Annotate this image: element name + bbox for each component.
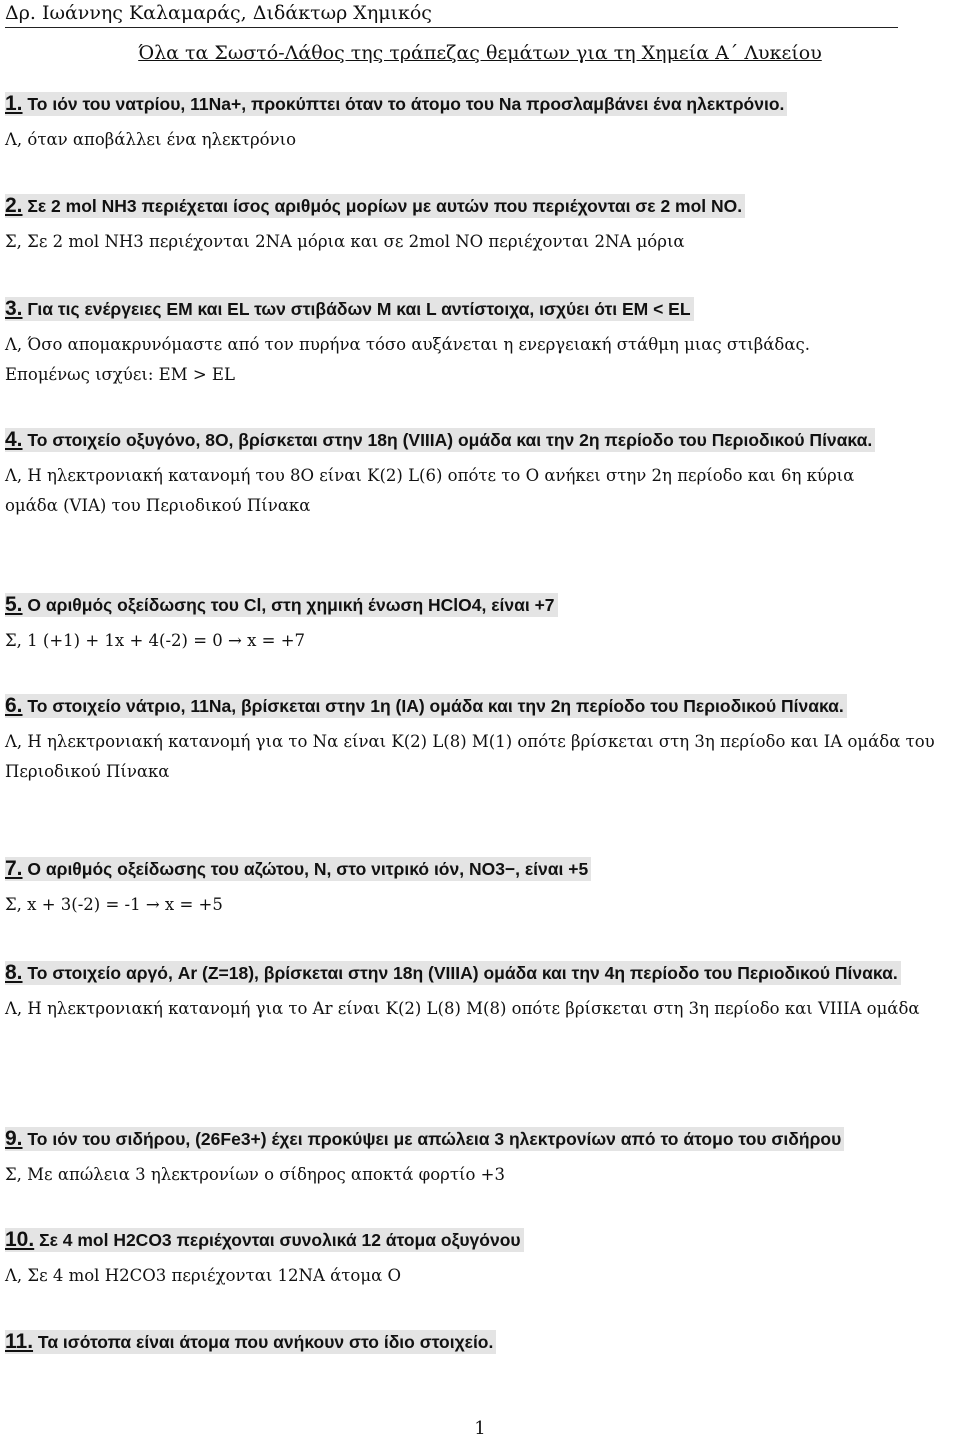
question-body: Σε 2 mol NH3 περιέχεται ίσος αριθμός μορίων με αυτών που περιέχονται σε 2 mol NO. xyxy=(27,196,743,216)
question-body: Για τις ενέργειες EM και EL των στιβάδων M και L αντίστοιχα, ισχύει ότι EM < EL xyxy=(27,299,691,319)
question-number: 10. xyxy=(5,1228,35,1251)
list-item xyxy=(5,1225,905,1291)
list-item xyxy=(5,691,935,787)
document-title: Όλα τα Σωστό-Λάθος της τράπεζας θεμάτων για τη Χημεία Α΄ Λυκείου xyxy=(138,42,822,64)
question-body: Το στοιχείο οξυγόνο, 8O, βρίσκεται στην 18η (VIIIA) ομάδα και την 2η περίοδο του Περιοδικού Πίνακα. xyxy=(27,430,873,450)
question-body: Το ιόν του σιδήρου, (26Fe3+) έχει προκύψει με απώλεια 3 ηλεκτρονίων από το άτομο του σιδήρου xyxy=(27,1129,842,1149)
question-number: 4. xyxy=(5,428,23,451)
question-text xyxy=(5,89,905,119)
question-text xyxy=(5,425,940,455)
answer-text: Λ, Σε 4 mol H2CO3 περιέχονται 12NA άτομα O xyxy=(5,1266,401,1285)
question-number: 1. xyxy=(5,92,23,115)
question-text xyxy=(5,691,900,721)
answer-text: Σ, Με απώλεια 3 ηλεκτρονίων ο σίδηρος αποκτά φορτίο +3 xyxy=(5,1165,505,1184)
answer-text: Λ, Η ηλεκτρονιακή κατανομή του 8O είναι K(2) L(6) οπότε το O ανήκει στην 2η περίοδο και 6η κύρια ομάδα (VIA) του Περιοδικού Πίνακα xyxy=(5,466,855,515)
question-text xyxy=(5,294,925,324)
answer-text: Σ, 1 (+1) + 1x + 4(-2) = 0 → x = +7 xyxy=(5,631,306,650)
question-number: 3. xyxy=(5,297,23,320)
question-text xyxy=(5,958,957,988)
page-header: Δρ. Ιωάννης Καλαμαράς, Διδάκτωρ Χημικός xyxy=(5,0,898,28)
answer-text: Σ, Σε 2 mol NH3 περιέχονται 2NA μόρια και σε 2mol NO περιέχονται 2NA μόρια xyxy=(5,232,685,251)
question-body: Τα ισότοπα είναι άτομα που ανήκουν στο ίδιο στοιχείο. xyxy=(37,1332,494,1352)
question-text xyxy=(5,854,905,884)
answer-text: Λ, Όσο απομακρυνόμαστε από τον πυρήνα τόσο αυξάνεται η ενεργειακή στάθμη μιας στιβάδας. Επομένως ισχύει: EM > EL xyxy=(5,335,810,384)
list-item xyxy=(5,294,925,390)
question-number: 8. xyxy=(5,961,23,984)
question-text xyxy=(5,1124,945,1154)
question-number: 6. xyxy=(5,694,23,717)
list-item xyxy=(5,590,905,656)
answer-text: Λ, Η ηλεκτρονιακή κατανομή για το Να είναι K(2) L(8) M(1) οπότε βρίσκεται στη 3η περίοδο και IA ομάδα του Περιοδικού Πίνακα xyxy=(5,732,935,781)
list-item xyxy=(5,854,905,920)
list-item xyxy=(5,89,905,155)
question-body: Σε 4 mol H2CO3 περιέχονται συνολικά 12 άτομα οξυγόνου xyxy=(39,1230,521,1250)
question-body: Ο αριθμός οξείδωσης του αζώτου, N, στο νιτρικό ιόν, NO3−, είναι +5 xyxy=(27,859,589,879)
question-body: Το ιόν του νατρίου, 11Na+, προκύπτει όταν το άτομο του Na προσλαμβάνει ένα ηλεκτρόνιο. xyxy=(27,94,785,114)
list-item xyxy=(5,1124,945,1190)
question-number: 2. xyxy=(5,194,23,217)
question-body: Το στοιχείο νάτριο, 11Na, βρίσκεται στην 1η (IA) ομάδα και την 2η περίοδο του Περιοδικού Πίνακα. xyxy=(27,696,844,716)
question-number: 5. xyxy=(5,593,23,616)
question-number: 9. xyxy=(5,1127,23,1150)
list-item xyxy=(5,425,940,521)
list-item xyxy=(5,958,957,1024)
answer-text: Λ, όταν αποβάλλει ένα ηλεκτρόνιο xyxy=(5,130,297,149)
question-text xyxy=(5,590,905,620)
page-number: 1 xyxy=(474,1418,486,1439)
question-body: Ο αριθμός οξείδωσης του Cl, στη χημική ένωση HClO4, είναι +7 xyxy=(27,595,555,615)
question-text xyxy=(5,1327,905,1357)
question-text xyxy=(5,191,905,221)
list-item xyxy=(5,1327,905,1357)
list-item xyxy=(5,191,905,257)
question-number: 11. xyxy=(5,1330,34,1353)
question-text xyxy=(5,1225,905,1255)
answer-text: Σ, x + 3(-2) = -1 → x = +5 xyxy=(5,895,223,914)
question-number: 7. xyxy=(5,857,23,880)
question-body: Το στοιχείο αργό, Ar (Z=18), βρίσκεται στην 18η (VIIIA) ομάδα και την 4η περίοδο του Περιοδικού Πίνακα. xyxy=(27,963,898,983)
answer-text: Λ, Η ηλεκτρονιακή κατανομή για το Ar είναι K(2) L(8) M(8) οπότε βρίσκεται στη 3η περίοδο και VIIIA ομάδα xyxy=(5,999,920,1018)
